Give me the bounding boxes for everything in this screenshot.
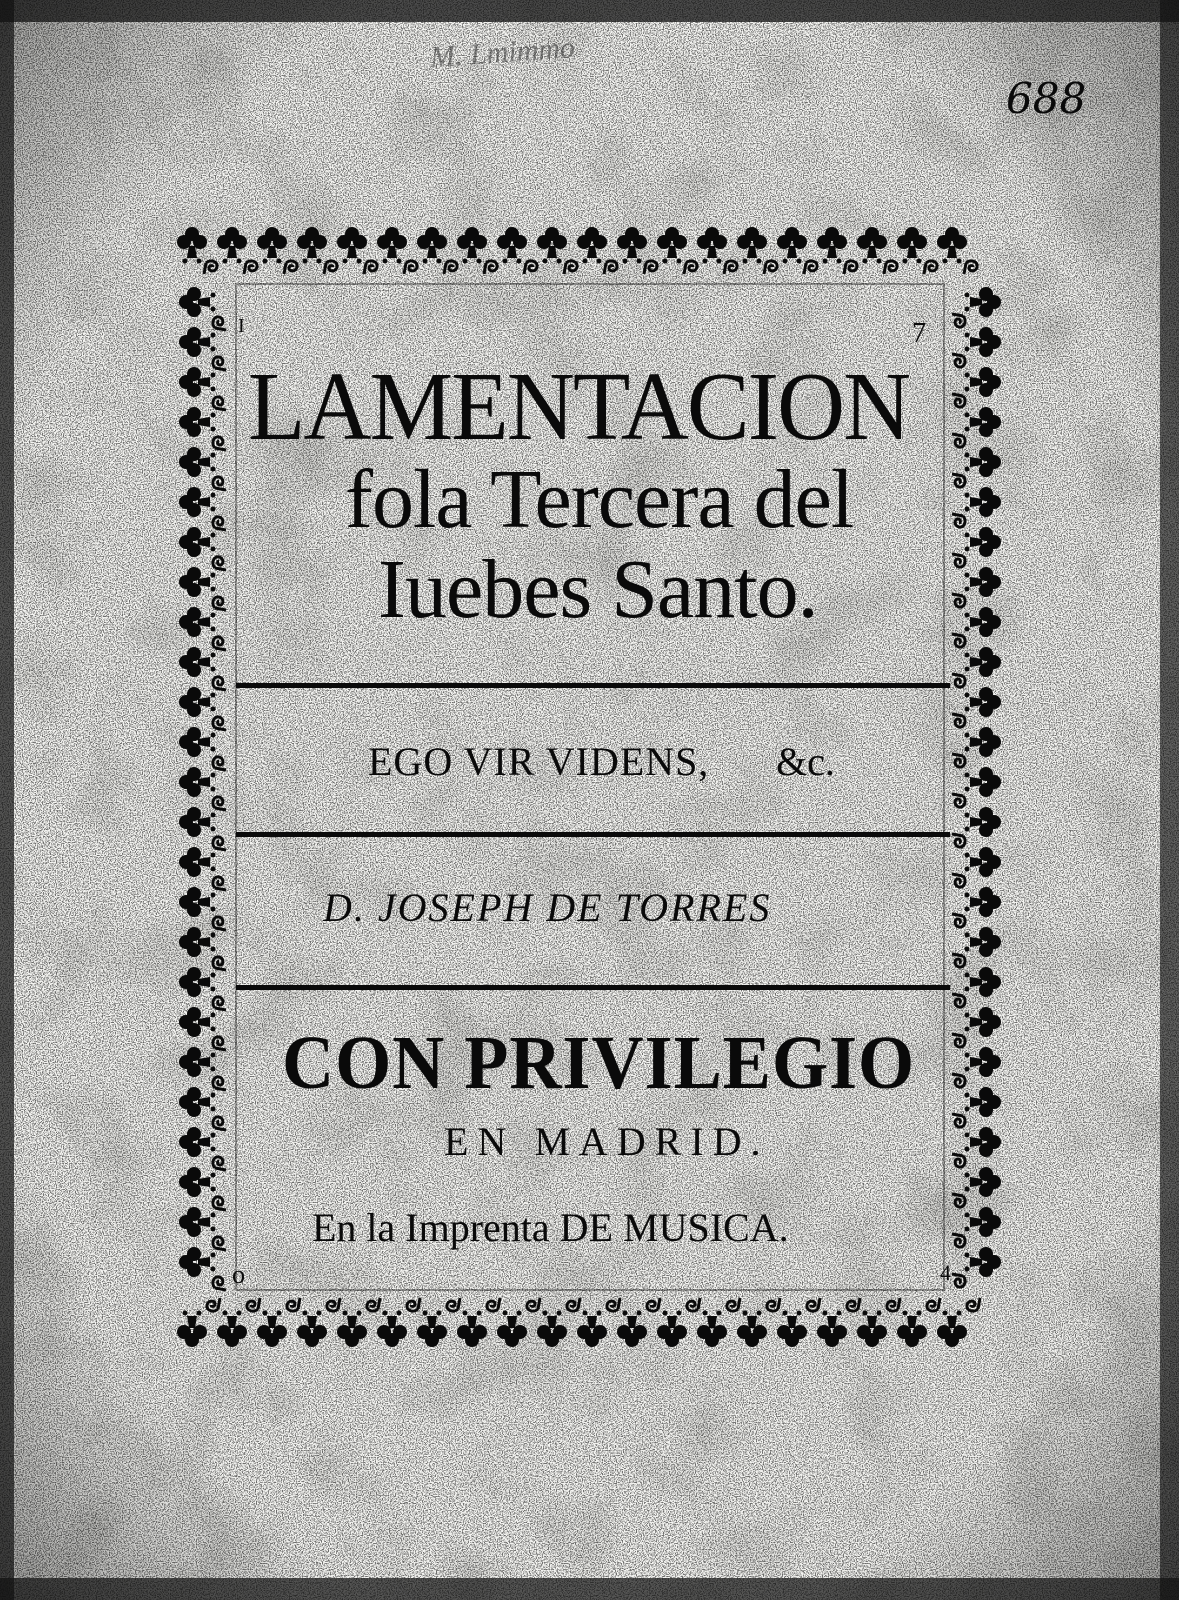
fleuron-ornament — [965, 1207, 1002, 1237]
fleuron-ornament — [965, 527, 1002, 557]
title-subtitle-line1: fola Tercera del — [345, 453, 854, 546]
scroll-ornament — [952, 514, 965, 527]
privilege-heading: CON PRIVILEGIO — [282, 1021, 916, 1105]
scroll-ornament — [844, 261, 857, 274]
fleuron-ornament — [697, 1311, 727, 1348]
scroll-ornament — [213, 437, 226, 450]
scroll-ornament — [952, 354, 965, 367]
frame-mark-top-right: 7 — [912, 318, 926, 349]
fleuron-ornament — [179, 1207, 216, 1237]
scroll-ornament — [967, 1298, 980, 1311]
fleuron-ornament — [965, 407, 1002, 437]
scroll-ornament — [527, 1298, 540, 1311]
frame-mark-bottom-right: 4 — [940, 1260, 951, 1285]
fleuron-ornament — [179, 807, 216, 837]
scroll-ornament — [213, 837, 226, 850]
fleuron-ornament — [965, 1087, 1002, 1117]
printer-imprint: En la Imprenta DE MUSICA. — [312, 1205, 789, 1250]
scroll-ornament — [952, 794, 965, 807]
scroll-ornament — [952, 1074, 965, 1087]
scroll-ornament — [213, 917, 226, 930]
scroll-ornament — [952, 634, 965, 647]
composer-name: D. JOSEPH DE TORRES — [323, 885, 772, 930]
fleuron-ornament — [965, 327, 1002, 357]
scroll-ornament — [407, 1298, 420, 1311]
fleuron-ornament — [737, 1311, 767, 1348]
fleuron-ornament — [179, 607, 216, 637]
fleuron-ornament — [817, 227, 847, 264]
handwritten-annotation: M. Lmimmo — [428, 30, 576, 75]
scroll-ornament — [213, 1037, 226, 1050]
scroll-ornament — [213, 1277, 226, 1290]
scroll-ornament — [847, 1298, 860, 1311]
fleuron-ornament — [697, 227, 727, 264]
fleuron-ornament — [337, 1311, 367, 1348]
scroll-ornament — [952, 1154, 965, 1167]
fleuron-ornament — [179, 847, 216, 877]
fleuron-ornament — [817, 1311, 847, 1348]
scroll-ornament — [952, 554, 965, 567]
scroll-ornament — [952, 394, 965, 407]
scroll-ornament — [952, 1274, 965, 1287]
scroll-ornament — [924, 261, 937, 274]
scroll-ornament — [952, 1034, 965, 1047]
fleuron-ornament — [377, 227, 407, 264]
scroll-ornament — [767, 1298, 780, 1311]
scroll-ornament — [952, 1194, 965, 1207]
scroll-ornament — [364, 261, 377, 274]
fleuron-ornament — [177, 1311, 207, 1348]
scroll-ornament — [952, 434, 965, 447]
fleuron-ornament — [179, 447, 216, 477]
scroll-ornament — [764, 261, 777, 274]
fleuron-ornament — [937, 227, 967, 264]
scroll-ornament — [204, 261, 217, 274]
fleuron-ornament — [179, 647, 216, 677]
scroll-ornament — [952, 954, 965, 967]
fleuron-ornament — [577, 227, 607, 264]
fleuron-ornament — [257, 227, 287, 264]
fleuron-ornament — [257, 1311, 287, 1348]
fleuron-ornament — [217, 1311, 247, 1348]
fleuron-ornament — [965, 727, 1002, 757]
scroll-ornament — [607, 1298, 620, 1311]
fleuron-ornament — [417, 227, 447, 264]
fleuron-ornament — [297, 227, 327, 264]
scroll-ornament — [564, 261, 577, 274]
fleuron-ornament — [617, 1311, 647, 1348]
fleuron-ornament — [965, 1247, 1002, 1277]
fleuron-ornament — [179, 927, 216, 957]
fleuron-ornament — [965, 687, 1002, 717]
scroll-ornament — [952, 994, 965, 1007]
fleuron-ornament — [897, 1311, 927, 1348]
scroll-ornament — [687, 1298, 700, 1311]
scroll-ornament — [327, 1298, 340, 1311]
fleuron-ornament — [777, 227, 807, 264]
fleuron-ornament — [297, 1311, 327, 1348]
scroll-ornament — [952, 674, 965, 687]
scroll-ornament — [213, 957, 226, 970]
scroll-ornament — [213, 637, 226, 650]
scroll-ornament — [952, 834, 965, 847]
fleuron-ornament — [179, 567, 216, 597]
scroll-ornament — [884, 261, 897, 274]
fleuron-ornament — [965, 967, 1002, 997]
folio-number: 688 — [1006, 74, 1087, 123]
fleuron-ornament — [965, 847, 1002, 877]
scroll-ornament — [244, 261, 257, 274]
scroll-ornament — [213, 357, 226, 370]
scroll-ornament — [213, 997, 226, 1010]
scroll-ornament — [287, 1298, 300, 1311]
fleuron-ornament — [937, 1311, 967, 1348]
fleuron-ornament — [965, 1167, 1002, 1197]
fleuron-ornament — [179, 887, 216, 917]
scroll-ornament — [964, 261, 977, 274]
fleuron-ornament — [965, 567, 1002, 597]
scroll-ornament — [524, 261, 537, 274]
scroll-ornament — [567, 1298, 580, 1311]
scroll-ornament — [952, 314, 965, 327]
scroll-ornament — [213, 797, 226, 810]
fleuron-ornament — [377, 1311, 407, 1348]
fleuron-ornament — [965, 287, 1002, 317]
fleuron-ornament — [179, 1247, 216, 1277]
scroll-ornament — [927, 1298, 940, 1311]
incipit-text: EGO VIR VIDENS, — [368, 739, 710, 784]
fleuron-ornament — [965, 1127, 1002, 1157]
fleuron-ornament — [179, 327, 216, 357]
title-subtitle-line2: Iuebes Santo. — [378, 543, 818, 636]
fleuron-ornament — [965, 887, 1002, 917]
scroll-ornament — [952, 1114, 965, 1127]
fleuron-ornament — [179, 967, 216, 997]
scroll-ornament — [367, 1298, 380, 1311]
scroll-ornament — [724, 261, 737, 274]
frame-mark-top-left: I — [238, 315, 245, 337]
scroll-ornament — [952, 714, 965, 727]
scroll-ornament — [213, 317, 226, 330]
scroll-ornament — [247, 1298, 260, 1311]
frame-mark-bottom-left: o — [232, 1260, 245, 1289]
fleuron-ornament — [179, 367, 216, 397]
fleuron-ornament — [965, 607, 1002, 637]
fleuron-ornament — [965, 367, 1002, 397]
scroll-ornament — [213, 597, 226, 610]
fleuron-ornament — [777, 1311, 807, 1348]
scroll-ornament — [952, 914, 965, 927]
fleuron-ornament — [965, 927, 1002, 957]
fleuron-ornament — [857, 1311, 887, 1348]
scroll-ornament — [807, 1298, 820, 1311]
scroll-ornament — [213, 1077, 226, 1090]
fleuron-ornament — [179, 527, 216, 557]
fleuron-ornament — [617, 227, 647, 264]
scroll-ornament — [684, 261, 697, 274]
fleuron-ornament — [417, 1311, 447, 1348]
fleuron-ornament — [857, 227, 887, 264]
scroll-ornament — [213, 877, 226, 890]
fleuron-ornament — [179, 487, 216, 517]
fleuron-ornament — [179, 1047, 216, 1077]
scroll-ornament — [213, 1237, 226, 1250]
scroll-ornament — [487, 1298, 500, 1311]
scroll-ornament — [952, 594, 965, 607]
fleuron-ornament — [179, 1087, 216, 1117]
fleuron-ornament — [179, 687, 216, 717]
fleuron-ornament — [577, 1311, 607, 1348]
fleuron-ornament — [965, 487, 1002, 517]
fleuron-ornament — [965, 1007, 1002, 1037]
scroll-ornament — [213, 1157, 226, 1170]
fleuron-ornament — [965, 447, 1002, 477]
fleuron-ornament — [965, 1047, 1002, 1077]
fleuron-ornament — [737, 227, 767, 264]
scroll-ornament — [213, 517, 226, 530]
inner-frame-line — [236, 284, 944, 1290]
scroll-ornament — [213, 1117, 226, 1130]
scroll-ornament — [447, 1298, 460, 1311]
scroll-ornament — [727, 1298, 740, 1311]
scroll-ornament — [647, 1298, 660, 1311]
fleuron-ornament — [179, 407, 216, 437]
fleuron-ornament — [965, 647, 1002, 677]
fleuron-ornament — [965, 767, 1002, 797]
scroll-ornament — [952, 474, 965, 487]
scroll-ornament — [952, 1234, 965, 1247]
scroll-ornament — [444, 261, 457, 274]
fleuron-ornament — [179, 1007, 216, 1037]
fleuron-ornament — [179, 1127, 216, 1157]
scroll-ornament — [887, 1298, 900, 1311]
fleuron-ornament — [537, 1311, 567, 1348]
fleuron-ornament — [657, 227, 687, 264]
scroll-ornament — [404, 261, 417, 274]
scroll-ornament — [284, 261, 297, 274]
scroll-ornament — [213, 557, 226, 570]
scroll-ornament — [324, 261, 337, 274]
scroll-ornament — [484, 261, 497, 274]
scroll-ornament — [213, 757, 226, 770]
scroll-ornament — [213, 397, 226, 410]
fleuron-ornament — [337, 227, 367, 264]
fleuron-ornament — [179, 1167, 216, 1197]
fleuron-ornament — [497, 227, 527, 264]
fleuron-ornament — [179, 767, 216, 797]
incipit-etcetera: &c. — [776, 739, 835, 784]
scroll-ornament — [804, 261, 817, 274]
scroll-ornament — [213, 477, 226, 490]
fleuron-ornament — [897, 227, 927, 264]
fleuron-ornament — [179, 287, 216, 317]
scroll-ornament — [207, 1298, 220, 1311]
scroll-ornament — [213, 1197, 226, 1210]
fleuron-ornament — [179, 727, 216, 757]
scroll-ornament — [644, 261, 657, 274]
fleuron-ornament — [965, 807, 1002, 837]
scroll-ornament — [213, 677, 226, 690]
fleuron-ornament — [457, 227, 487, 264]
fleuron-ornament — [657, 1311, 687, 1348]
ornamental-border — [170, 218, 1010, 1356]
fleuron-ornament — [177, 227, 207, 264]
scroll-ornament — [952, 874, 965, 887]
fleuron-ornament — [217, 227, 247, 264]
fleuron-ornament — [497, 1311, 527, 1348]
scroll-ornament — [952, 754, 965, 767]
scroll-ornament — [213, 717, 226, 730]
fleuron-ornament — [537, 227, 567, 264]
title-main: LAMENTACION — [248, 353, 910, 461]
fleuron-ornament — [457, 1311, 487, 1348]
place-of-publication: EN MADRID. — [444, 1119, 770, 1164]
scroll-ornament — [604, 261, 617, 274]
